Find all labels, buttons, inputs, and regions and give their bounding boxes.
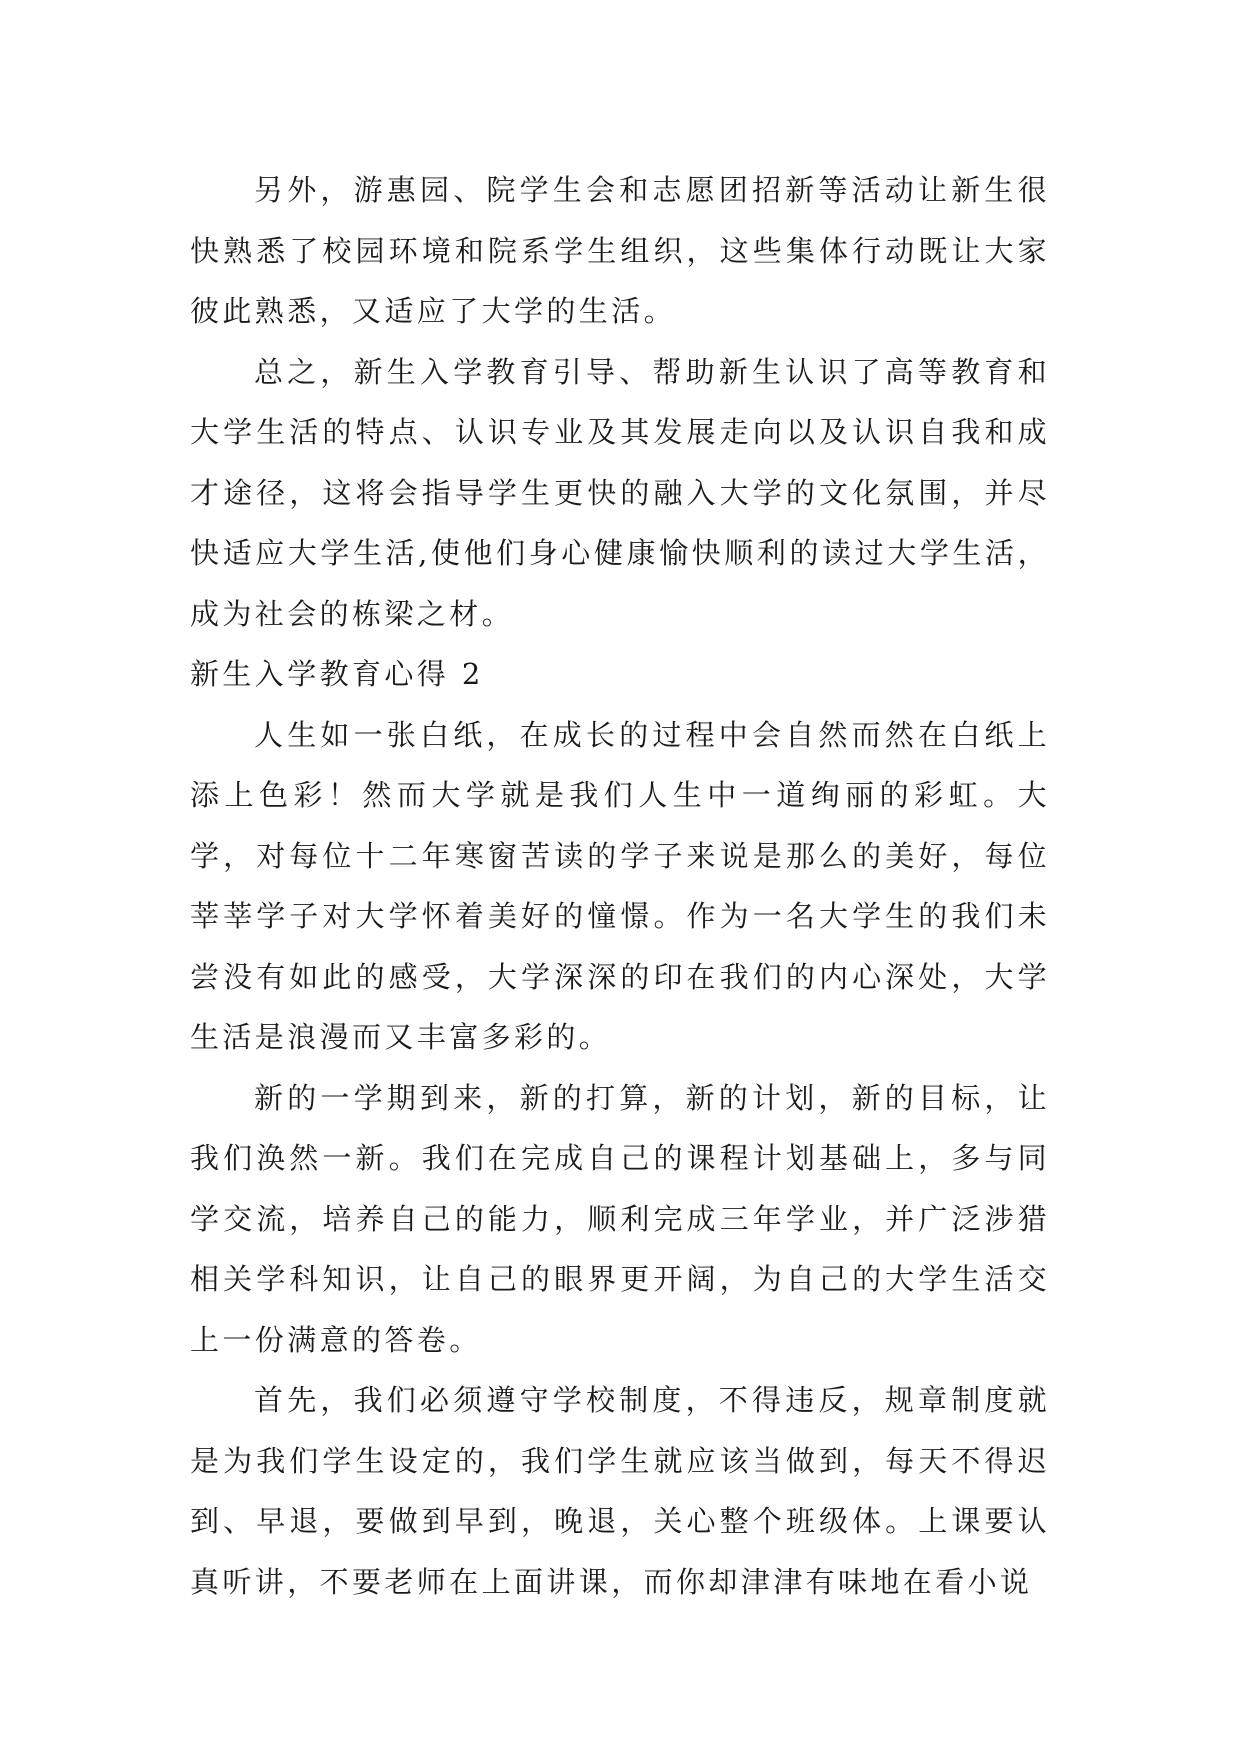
- paragraph-new-semester: 新的一学期到来，新的打算，新的计划，新的目标，让我们涣然一新。我们在完成自己的课程计划基础上，多与同学交流，培养自己的能力，顺利完成三年学业，并广泛涉猎相关学科知识，让自己的眼界更开阔，为自己的大学生活交上一份满意的答卷。: [190, 1080, 1050, 1357]
- paragraph-school-rules: 首先，我们必须遵守学校制度，不得违反，规章制度就是为我们学生设定的，我们学生就应该当做到，每天不得迟到、早退，要做到早到，晚退，关心整个班级体。上课要认真听讲，不要老师在上面讲课，而你却津津有味地在看小说: [190, 1383, 1050, 1599]
- paragraph-freshman-activities: 另外，游惠园、院学生会和志愿团招新等活动让新生很快熟悉了校园环境和院系学生组织，这些集体行动既让大家彼此熟悉，又适应了大学的生活。: [190, 173, 1050, 328]
- section-heading: 新生入学教育心得 2: [190, 657, 484, 691]
- document-body: [190, 160, 1050, 1612]
- paragraph-life-like-paper: 人生如一张白纸，在成长的过程中会自然而然在白纸上添上色彩！然而大学就是我们人生中一道绚丽的彩虹。大学，对每位十二年寒窗苦读的学子来说是那么的美好，每位莘莘学子对大学怀着美好的憧憬。作为一名大学生的我们未尝没有如此的感受，大学深深的印在我们的内心深处，大学生活是浪漫而又丰富多彩的。: [190, 717, 1050, 1054]
- paragraph-summary: 总之，新生入学教育引导、帮助新生认识了高等教育和大学生活的特点、认识专业及其发展走向以及认识自我和成才途径，这将会指导学生更快的融入大学的文化氛围，并尽快适应大学生活,使他们身心健康愉快顺利的读过大学生活，成为社会的栋梁之材。: [190, 354, 1050, 631]
